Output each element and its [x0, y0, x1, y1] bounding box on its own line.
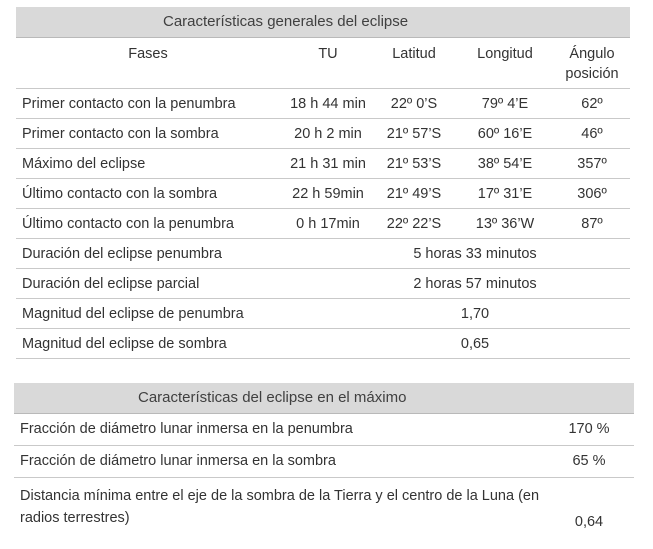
phase-name: Último contacto con la penumbra	[22, 216, 234, 232]
phase-longitude: 60º 16’E	[477, 126, 533, 142]
summary-value: 5 horas 33 minutos	[413, 246, 537, 262]
characteristic-label: Fracción de diámetro lunar inmersa en la penumbra	[20, 421, 353, 437]
column-header-angle-line2: posición	[565, 66, 619, 82]
phase-longitude: 38º 54’E	[477, 156, 533, 172]
table-row	[16, 149, 630, 179]
summary-label: Magnitud del eclipse de sombra	[22, 336, 227, 352]
column-header-angle-line1: Ángulo	[569, 46, 615, 62]
general-characteristics-table	[16, 7, 630, 359]
phase-name: Último contacto con la sombra	[22, 186, 218, 202]
phase-angle: 46º	[581, 126, 603, 142]
table-row	[14, 446, 634, 478]
phase-latitude: 21º 57’S	[386, 126, 442, 142]
characteristic-label: Distancia mínima entre el eje de la sombra de la Tierra y el centro de la Luna (en radios terrestres)	[20, 488, 540, 526]
table-title: Características generales del eclipse	[16, 7, 630, 38]
characteristic-label: Fracción de diámetro lunar inmersa en la sombra	[20, 453, 336, 469]
summary-value: 1,70	[460, 306, 490, 322]
column-header-tu: TU	[318, 46, 338, 62]
phase-tu: 0 h 17min	[296, 216, 360, 232]
phase-angle: 306º	[577, 186, 607, 202]
phase-tu: 18 h 44 min	[290, 96, 366, 112]
phase-angle: 62º	[581, 96, 603, 112]
summary-value: 0,65	[460, 336, 490, 352]
phase-name: Primer contacto con la sombra	[22, 126, 219, 142]
phase-longitude: 79º 4’E	[481, 96, 529, 112]
summary-value: 2 horas 57 minutos	[413, 276, 537, 292]
summary-label: Magnitud del eclipse de penumbra	[22, 306, 244, 322]
summary-row	[16, 239, 630, 269]
summary-row	[16, 329, 630, 359]
phase-longitude: 17º 31’E	[477, 186, 533, 202]
phase-name: Primer contacto con la penumbra	[22, 96, 236, 112]
phase-latitude: 21º 53’S	[386, 156, 442, 172]
phase-tu: 20 h 2 min	[294, 126, 362, 142]
phase-name: Máximo del eclipse	[22, 156, 146, 172]
table-title: Características del eclipse en el máximo	[14, 383, 634, 414]
phase-tu: 21 h 31 min	[290, 156, 366, 172]
phase-longitude: 13º 36’W	[475, 216, 535, 232]
maximum-characteristics-table	[14, 383, 634, 538]
column-header-angle	[552, 44, 632, 84]
phase-angle: 87º	[581, 216, 603, 232]
table-row	[16, 89, 630, 119]
phase-tu: 22 h 59min	[292, 186, 364, 202]
characteristic-value: 0,64	[574, 514, 604, 530]
phase-latitude: 22º 0’S	[390, 96, 438, 112]
summary-label: Duración del eclipse parcial	[22, 276, 200, 292]
column-header-longitude: Longitud	[477, 46, 533, 62]
column-header-latitude: Latitud	[392, 46, 436, 62]
characteristic-value: 170 %	[568, 421, 610, 437]
table-row	[16, 179, 630, 209]
table-row	[16, 209, 630, 239]
column-header-phases: Fases	[128, 46, 168, 62]
table-row	[14, 478, 634, 538]
table-row	[16, 119, 630, 149]
summary-row	[16, 299, 630, 329]
characteristic-value: 65 %	[572, 453, 606, 469]
table-row	[14, 414, 634, 446]
phase-latitude: 22º 22’S	[386, 216, 442, 232]
phase-latitude: 21º 49’S	[386, 186, 442, 202]
column-header-row	[16, 38, 630, 89]
summary-label: Duración del eclipse penumbra	[22, 246, 222, 262]
phase-angle: 357º	[577, 156, 607, 172]
summary-row	[16, 269, 630, 299]
